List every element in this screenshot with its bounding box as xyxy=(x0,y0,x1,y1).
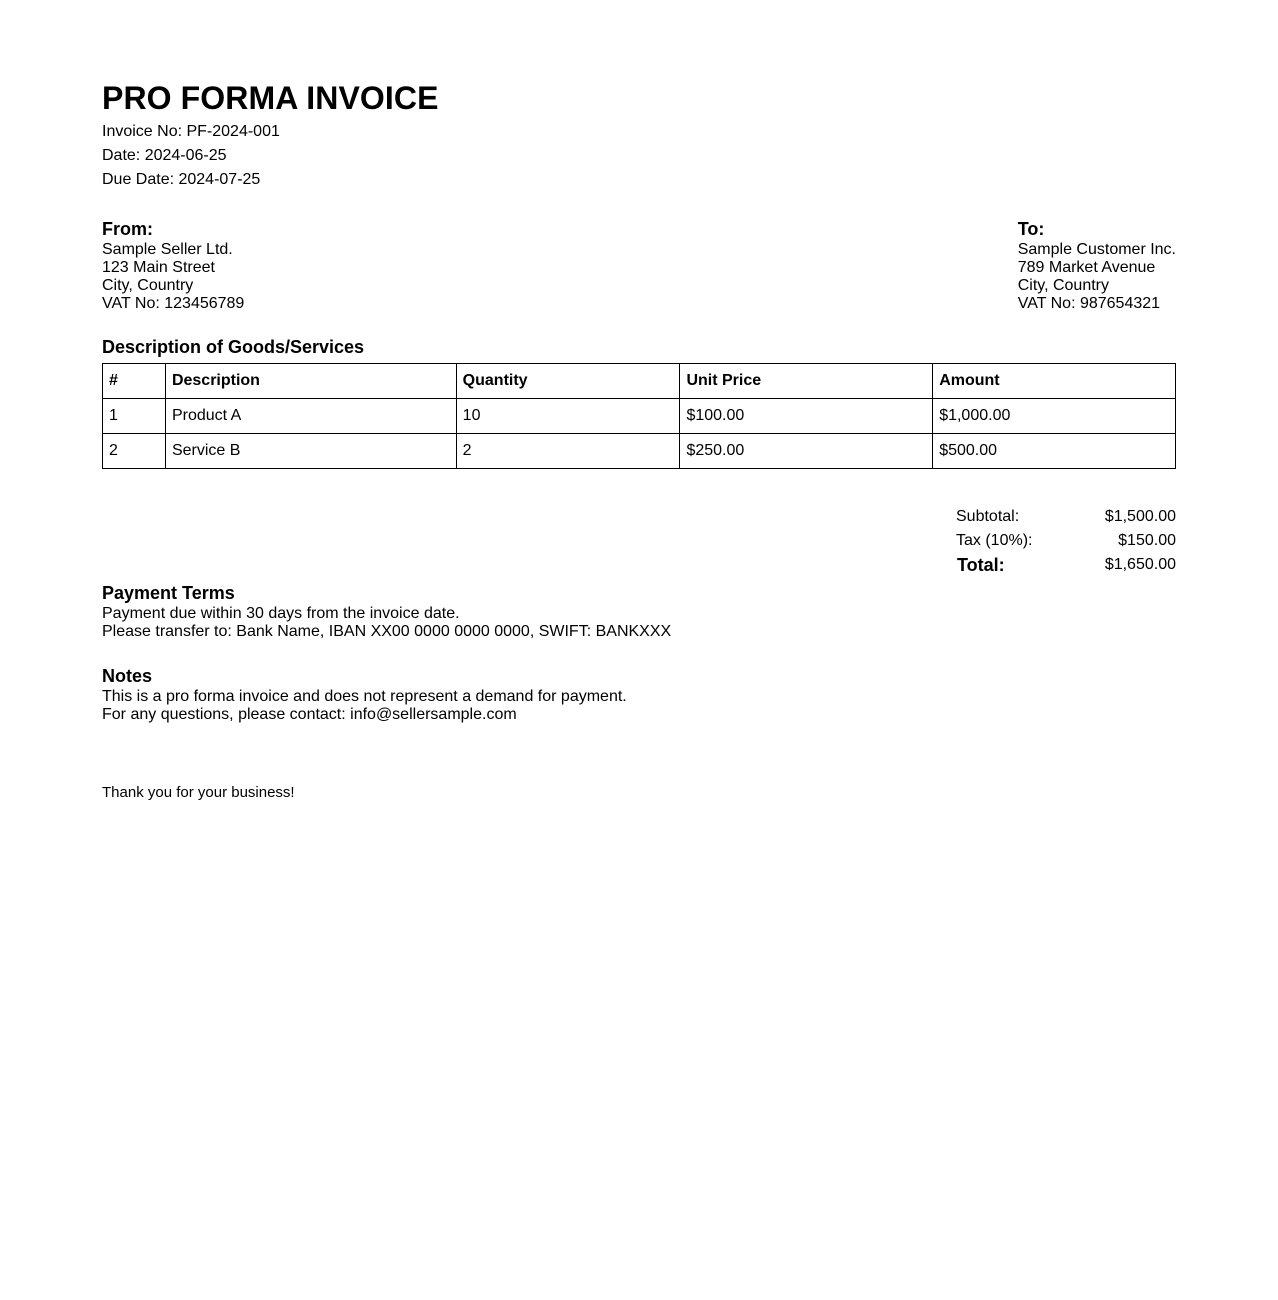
from-line: VAT No: 123456789 xyxy=(102,295,245,312)
total-value: $1,650.00 xyxy=(1104,556,1176,573)
cell-unit-price: $100.00 xyxy=(680,399,933,434)
notes-heading: Notes xyxy=(102,666,153,686)
column-header-description: Description xyxy=(165,364,456,399)
to-heading: To: xyxy=(1017,219,1045,239)
tax-value: $150.00 xyxy=(1118,532,1176,549)
subtotal-label: Subtotal: xyxy=(956,508,1020,525)
cell-number: 2 xyxy=(103,434,166,469)
to-line: Sample Customer Inc. xyxy=(1017,241,1176,258)
notes-section xyxy=(102,664,1176,724)
cell-number: 1 xyxy=(103,399,166,434)
payment-terms-heading: Payment Terms xyxy=(102,583,235,603)
tax-row xyxy=(956,529,1176,553)
notes-line: This is a pro forma invoice and does not represent a demand for payment. xyxy=(102,688,627,705)
table-row xyxy=(103,434,1176,469)
table-row xyxy=(103,399,1176,434)
column-header-unit-price: Unit Price xyxy=(680,364,933,399)
total-label: Total: xyxy=(957,554,1005,575)
from-heading: From: xyxy=(102,219,153,239)
invoice-meta xyxy=(102,120,1176,192)
subtotal-row xyxy=(956,505,1176,529)
total-row xyxy=(956,553,1176,577)
cell-unit-price: $250.00 xyxy=(680,434,933,469)
payment-terms-line: Payment due within 30 days from the invoice date. xyxy=(102,605,460,622)
notes-line: For any questions, please contact: info@sellersample.com xyxy=(102,706,517,723)
to-block xyxy=(1018,217,1176,313)
cell-quantity: 2 xyxy=(456,434,680,469)
from-line: 123 Main Street xyxy=(102,259,215,276)
invoice-page xyxy=(102,78,1176,802)
totals-table xyxy=(956,505,1176,577)
invoice-number: Invoice No: PF-2024-001 xyxy=(102,123,280,140)
from-line: City, Country xyxy=(102,277,194,294)
cell-description: Service B xyxy=(165,434,456,469)
goods-heading: Description of Goods/Services xyxy=(102,337,365,357)
table-header-row xyxy=(103,364,1176,399)
cell-description: Product A xyxy=(165,399,456,434)
payment-terms-line: Please transfer to: Bank Name, IBAN XX00 0000 0000 0000, SWIFT: BANKXXX xyxy=(102,623,672,640)
to-line: 789 Market Avenue xyxy=(1017,259,1156,276)
invoice-title: PRO FORMA INVOICE xyxy=(102,80,439,116)
thank-you-message: Thank you for your business! xyxy=(102,784,295,801)
cell-quantity: 10 xyxy=(456,399,680,434)
cell-amount: $1,000.00 xyxy=(933,399,1176,434)
parties xyxy=(102,217,1176,313)
totals-section xyxy=(102,505,1176,577)
goods-section xyxy=(102,335,1176,469)
tax-label: Tax (10%): xyxy=(956,532,1033,549)
payment-terms-section xyxy=(102,581,1176,641)
to-line: City, Country xyxy=(1017,277,1109,294)
from-line: Sample Seller Ltd. xyxy=(102,241,233,258)
to-line: VAT No: 987654321 xyxy=(1017,295,1161,312)
column-header-quantity: Quantity xyxy=(456,364,680,399)
cell-amount: $500.00 xyxy=(933,434,1176,469)
items-table xyxy=(102,363,1176,469)
column-header-number: # xyxy=(103,364,166,399)
invoice-due-date: Due Date: 2024-07-25 xyxy=(102,171,261,188)
column-header-amount: Amount xyxy=(933,364,1176,399)
invoice-date: Date: 2024-06-25 xyxy=(102,147,227,164)
subtotal-value: $1,500.00 xyxy=(1104,508,1176,525)
from-block xyxy=(102,217,244,313)
